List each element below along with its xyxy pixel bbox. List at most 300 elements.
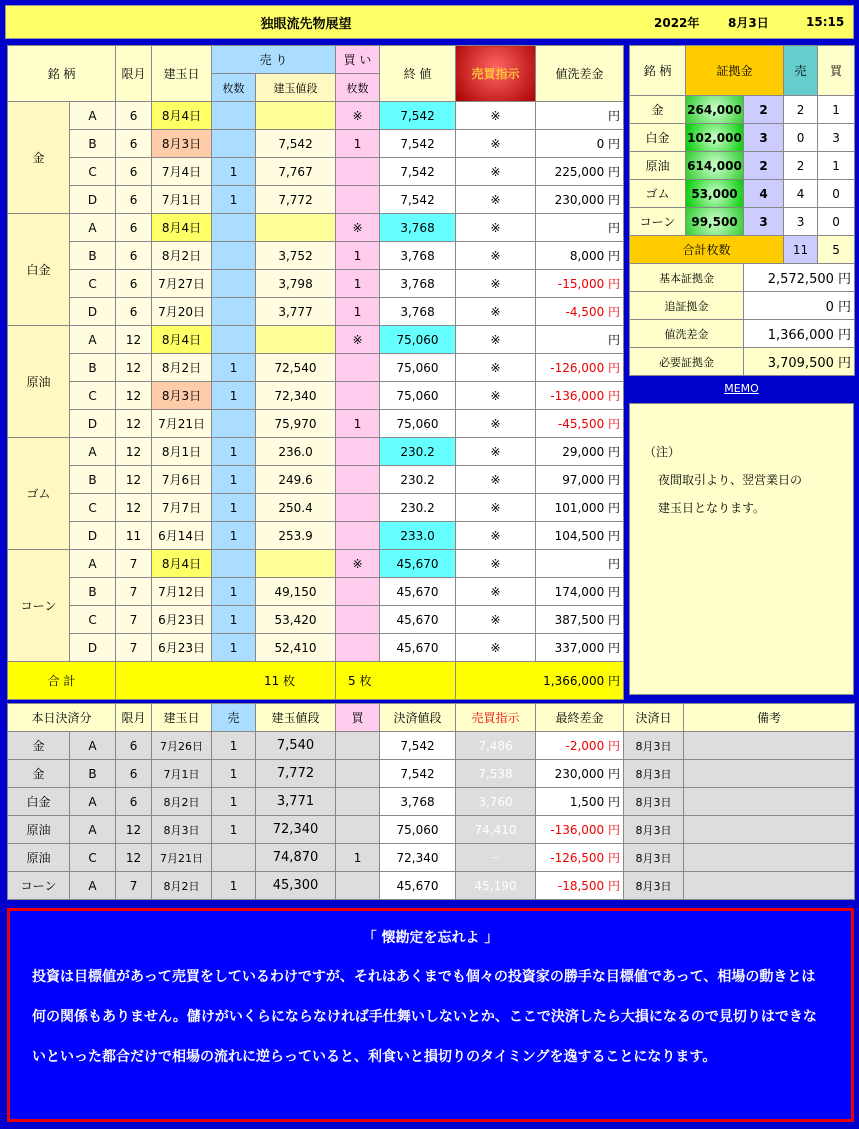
position-row xyxy=(8,102,624,130)
open-price: 49,150 xyxy=(256,578,336,606)
side-total-buy: 5 xyxy=(818,236,855,264)
settle-final-diff: -126,500 円 xyxy=(536,844,624,872)
summary-label: 基本証拠金 xyxy=(630,264,744,292)
slot-label: D xyxy=(70,522,116,550)
margin-sell: 2 xyxy=(784,96,818,124)
date-year: 2022年 xyxy=(654,15,700,30)
mark-to-market-diff: 174,000 円 xyxy=(536,578,624,606)
slot-label: C xyxy=(70,494,116,522)
quote-title: 「 懐勘定を忘れよ 」 xyxy=(362,930,499,946)
position-row xyxy=(8,158,624,186)
contract-month: 7 xyxy=(116,606,152,634)
slot-label: D xyxy=(70,410,116,438)
col-open-date: 建玉日 xyxy=(152,46,212,102)
buy-qty: 1 xyxy=(336,298,380,326)
mark-to-market-diff: 225,000 円 xyxy=(536,158,624,186)
settle-open-date: 7月1日 xyxy=(152,760,212,788)
settle-slot: A xyxy=(70,788,116,816)
settle-month: 6 xyxy=(116,788,152,816)
col-close: 終 値 xyxy=(380,46,456,102)
position-row xyxy=(8,550,624,578)
mark-to-market-diff: 円 xyxy=(536,102,624,130)
settle-price: 75,060 xyxy=(380,816,456,844)
buy-qty xyxy=(336,494,380,522)
settle-slot: A xyxy=(70,732,116,760)
open-date: 7月6日 xyxy=(152,466,212,494)
sell-qty: 1 xyxy=(212,438,256,466)
position-row xyxy=(8,270,624,298)
open-price: 3,798 xyxy=(256,270,336,298)
open-date: 7月27日 xyxy=(152,270,212,298)
margin-buy: 3 xyxy=(818,124,855,152)
margin-buy: 0 xyxy=(818,180,855,208)
open-price: 7,767 xyxy=(256,158,336,186)
sell-qty xyxy=(212,130,256,158)
date-month-day: 8月3日 xyxy=(728,15,769,30)
trade-indicator: ※ xyxy=(456,242,536,270)
mark-to-market-diff: -15,000 円 xyxy=(536,270,624,298)
settle-col-sell: 売 xyxy=(212,704,256,732)
slot-label: A xyxy=(70,438,116,466)
settle-price: 7,542 xyxy=(380,732,456,760)
mark-to-market-diff: -136,000 円 xyxy=(536,382,624,410)
position-row xyxy=(8,606,624,634)
slot-label: B xyxy=(70,578,116,606)
sell-qty: 1 xyxy=(212,354,256,382)
contract-month: 6 xyxy=(116,186,152,214)
slot-label: C xyxy=(70,382,116,410)
open-date: 8月3日 xyxy=(152,130,212,158)
trade-indicator: ※ xyxy=(456,298,536,326)
margin-commodity: 金 xyxy=(630,96,686,124)
contract-month: 7 xyxy=(116,634,152,662)
settle-sell xyxy=(212,844,256,872)
contract-month: 11 xyxy=(116,522,152,550)
settle-open-price: 3,771 xyxy=(256,788,336,816)
settle-open-price: 7,540 xyxy=(256,732,336,760)
summary-value: 0 円 xyxy=(744,292,855,320)
mark-to-market-diff: -45,500 円 xyxy=(536,410,624,438)
mark-to-market-diff: 101,000 円 xyxy=(536,494,624,522)
margin-row xyxy=(630,152,855,180)
settle-sell: 1 xyxy=(212,732,256,760)
position-row xyxy=(8,438,624,466)
sell-qty: 1 xyxy=(212,578,256,606)
total-buy: 5 枚 xyxy=(336,662,456,700)
settle-commodity: 原油 xyxy=(8,844,70,872)
settle-col-note: 備考 xyxy=(684,704,855,732)
sell-qty: 1 xyxy=(212,494,256,522)
sell-qty xyxy=(212,214,256,242)
margin-amount: 53,000 xyxy=(686,180,744,208)
settlement-row xyxy=(8,816,855,844)
settle-col-open-price: 建玉値段 xyxy=(256,704,336,732)
total-label: 合 計 xyxy=(8,662,116,700)
trade-indicator: ※ xyxy=(456,382,536,410)
contract-month: 12 xyxy=(116,438,152,466)
open-price: 236.0 xyxy=(256,438,336,466)
quote-panel xyxy=(7,908,854,1122)
contract-month: 12 xyxy=(116,326,152,354)
close-price: 7,542 xyxy=(380,186,456,214)
settle-col-price: 決済値段 xyxy=(380,704,456,732)
mark-to-market-diff: -4,500 円 xyxy=(536,298,624,326)
contract-month: 7 xyxy=(116,578,152,606)
memo-link[interactable]: MEMO xyxy=(629,378,854,400)
position-row xyxy=(8,354,624,382)
close-price: 45,670 xyxy=(380,634,456,662)
mark-to-market-diff: 97,000 円 xyxy=(536,466,624,494)
settlement-row xyxy=(8,732,855,760)
mark-to-market-diff: 8,000 円 xyxy=(536,242,624,270)
commodity-name: 白金 xyxy=(8,214,70,326)
settle-slot: A xyxy=(70,872,116,900)
col-open-price: 建玉値段 xyxy=(256,74,336,102)
close-price: 7,542 xyxy=(380,130,456,158)
slot-label: B xyxy=(70,466,116,494)
close-price: 45,670 xyxy=(380,578,456,606)
title-bar xyxy=(5,5,854,39)
close-price: 7,542 xyxy=(380,102,456,130)
open-date: 7月1日 xyxy=(152,186,212,214)
slot-label: D xyxy=(70,298,116,326)
buy-qty: ※ xyxy=(336,214,380,242)
open-date: 8月1日 xyxy=(152,438,212,466)
settle-sell: 1 xyxy=(212,760,256,788)
margin-amount: 264,000 xyxy=(686,96,744,124)
contract-month: 6 xyxy=(116,242,152,270)
settle-col-date: 決済日 xyxy=(624,704,684,732)
settle-date: 8月3日 xyxy=(624,732,684,760)
sell-qty xyxy=(212,242,256,270)
margin-sell: 3 xyxy=(784,208,818,236)
trade-indicator: ※ xyxy=(456,606,536,634)
settle-buy xyxy=(336,732,380,760)
settle-slot: C xyxy=(70,844,116,872)
buy-qty: 1 xyxy=(336,270,380,298)
contract-month: 12 xyxy=(116,466,152,494)
settlement-row xyxy=(8,872,855,900)
summary-row xyxy=(630,348,855,376)
open-price: 72,540 xyxy=(256,354,336,382)
settle-sell: 1 xyxy=(212,788,256,816)
margin-sell: 0 xyxy=(784,124,818,152)
mark-to-market-diff: 337,000 円 xyxy=(536,634,624,662)
buy-qty: ※ xyxy=(336,550,380,578)
settle-commodity: 金 xyxy=(8,760,70,788)
position-row xyxy=(8,634,624,662)
summary-value: 3,709,500 円 xyxy=(744,348,855,376)
trade-indicator: ※ xyxy=(456,410,536,438)
sell-qty xyxy=(212,326,256,354)
open-date: 8月4日 xyxy=(152,326,212,354)
position-row xyxy=(8,494,624,522)
settle-open-price: 74,870 xyxy=(256,844,336,872)
sell-qty xyxy=(212,102,256,130)
buy-qty: 1 xyxy=(336,410,380,438)
settle-open-price: 45,300 xyxy=(256,872,336,900)
slot-label: A xyxy=(70,550,116,578)
settle-date: 8月3日 xyxy=(624,816,684,844)
summary-value: 2,572,500 円 xyxy=(744,264,855,292)
trade-indicator: ※ xyxy=(456,102,536,130)
commodity-name: ゴム xyxy=(8,438,70,550)
commodity-name: 金 xyxy=(8,102,70,214)
close-price: 230.2 xyxy=(380,466,456,494)
settle-date: 8月3日 xyxy=(624,872,684,900)
slot-label: B xyxy=(70,130,116,158)
contract-month: 6 xyxy=(116,270,152,298)
open-price: 7,542 xyxy=(256,130,336,158)
mark-to-market-diff: -126,000 円 xyxy=(536,354,624,382)
settle-date: 8月3日 xyxy=(624,760,684,788)
quote-body: 投資は目標値があって売買をしているわけですが、それはあくまでも個々の投資家の勝手な目標値であって、相場の動きとは何の関係もありません。儲けがいくらにならなければ手仕舞いしないとか、ここで決済したら大損になるので見切りはできないといった都合だけで相場の流れに逆らっていると、利食いと損切りのタイミングを逸することになります。 xyxy=(32,969,817,1065)
margin-buy: 1 xyxy=(818,96,855,124)
open-price: 72,340 xyxy=(256,382,336,410)
date-time: 15:15 xyxy=(806,15,845,29)
close-price: 75,060 xyxy=(380,326,456,354)
settle-slot: B xyxy=(70,760,116,788)
settle-note xyxy=(684,732,855,760)
settlement-row xyxy=(8,788,855,816)
trade-indicator: ※ xyxy=(456,494,536,522)
margin-row xyxy=(630,180,855,208)
contract-month: 7 xyxy=(116,550,152,578)
open-date: 7月7日 xyxy=(152,494,212,522)
margin-amount: 102,000 xyxy=(686,124,744,152)
slot-label: B xyxy=(70,242,116,270)
summary-row xyxy=(630,320,855,348)
slot-label: A xyxy=(70,214,116,242)
settle-indicator: 3,760 xyxy=(456,788,536,816)
settle-month: 12 xyxy=(116,844,152,872)
open-date: 8月4日 xyxy=(152,550,212,578)
open-date: 8月3日 xyxy=(152,382,212,410)
open-date: 7月4日 xyxy=(152,158,212,186)
settle-indicator: 7,486 xyxy=(456,732,536,760)
settle-month: 6 xyxy=(116,732,152,760)
contract-month: 6 xyxy=(116,130,152,158)
margin-row xyxy=(630,124,855,152)
buy-qty: 1 xyxy=(336,242,380,270)
settlement-row xyxy=(8,760,855,788)
sell-qty: 1 xyxy=(212,382,256,410)
memo-line: 建玉日となります。 xyxy=(658,501,766,515)
sell-qty xyxy=(212,410,256,438)
settle-buy xyxy=(336,760,380,788)
sell-qty xyxy=(212,270,256,298)
settle-final-diff: 1,500 円 xyxy=(536,788,624,816)
open-price xyxy=(256,326,336,354)
trade-indicator: ※ xyxy=(456,522,536,550)
position-row xyxy=(8,578,624,606)
settle-open-date: 8月3日 xyxy=(152,816,212,844)
settle-buy xyxy=(336,816,380,844)
col-sell: 売 り xyxy=(212,46,336,74)
settle-commodity: 金 xyxy=(8,732,70,760)
margin-units: 4 xyxy=(744,180,784,208)
settle-month: 7 xyxy=(116,872,152,900)
open-price: 250.4 xyxy=(256,494,336,522)
buy-qty: ※ xyxy=(336,102,380,130)
mark-to-market-diff: 円 xyxy=(536,214,624,242)
settle-price: 72,340 xyxy=(380,844,456,872)
side-total-label: 合計枚数 xyxy=(630,236,784,264)
col-buy-qty: 枚数 xyxy=(336,74,380,102)
open-price: 7,772 xyxy=(256,186,336,214)
commodity-name: コーン xyxy=(8,550,70,662)
settle-date: 8月3日 xyxy=(624,788,684,816)
contract-month: 12 xyxy=(116,354,152,382)
open-price: 249.6 xyxy=(256,466,336,494)
margin-units: 3 xyxy=(744,124,784,152)
margin-commodity: 原油 xyxy=(630,152,686,180)
settle-indicator: － xyxy=(456,844,536,872)
side-col-margin: 証拠金 xyxy=(686,46,784,96)
position-row xyxy=(8,242,624,270)
position-row xyxy=(8,410,624,438)
buy-qty xyxy=(336,186,380,214)
mark-to-market-diff: 29,000 円 xyxy=(536,438,624,466)
trade-indicator: ※ xyxy=(456,634,536,662)
margin-commodity: 白金 xyxy=(630,124,686,152)
buy-qty xyxy=(336,634,380,662)
contract-month: 6 xyxy=(116,298,152,326)
margin-buy: 0 xyxy=(818,208,855,236)
settle-buy xyxy=(336,788,380,816)
close-price: 45,670 xyxy=(380,550,456,578)
summary-label: 値洗差金 xyxy=(630,320,744,348)
position-row xyxy=(8,214,624,242)
open-date: 8月4日 xyxy=(152,102,212,130)
settle-final-diff: 230,000 円 xyxy=(536,760,624,788)
open-date: 7月21日 xyxy=(152,410,212,438)
margin-amount: 614,000 xyxy=(686,152,744,180)
sell-qty xyxy=(212,298,256,326)
close-price: 3,768 xyxy=(380,270,456,298)
trade-indicator: ※ xyxy=(456,438,536,466)
buy-qty xyxy=(336,354,380,382)
sell-qty xyxy=(212,550,256,578)
settle-col-open-date: 建玉日 xyxy=(152,704,212,732)
close-price: 75,060 xyxy=(380,410,456,438)
settle-col-buy: 買 xyxy=(336,704,380,732)
page-title: 独眼流先物展望 xyxy=(260,16,352,32)
settle-note xyxy=(684,760,855,788)
summary-label: 追証拠金 xyxy=(630,292,744,320)
settle-note xyxy=(684,816,855,844)
settle-col-name: 本日決済分 xyxy=(8,704,116,732)
buy-qty xyxy=(336,522,380,550)
settle-note xyxy=(684,872,855,900)
positions-table xyxy=(7,45,624,700)
trade-indicator: ※ xyxy=(456,466,536,494)
settle-price: 7,542 xyxy=(380,760,456,788)
settle-indicator: 45,190 xyxy=(456,872,536,900)
settle-buy xyxy=(336,872,380,900)
settle-indicator: 7,538 xyxy=(456,760,536,788)
col-indicator: 売買指示 xyxy=(456,46,536,102)
open-date: 8月2日 xyxy=(152,242,212,270)
open-price: 52,410 xyxy=(256,634,336,662)
side-col-buy: 買 xyxy=(818,46,855,96)
open-date: 6月23日 xyxy=(152,634,212,662)
settle-commodity: コーン xyxy=(8,872,70,900)
sell-qty: 1 xyxy=(212,158,256,186)
margin-sell: 4 xyxy=(784,180,818,208)
contract-month: 12 xyxy=(116,494,152,522)
mark-to-market-diff: 0 円 xyxy=(536,130,624,158)
buy-qty xyxy=(336,606,380,634)
close-price: 3,768 xyxy=(380,214,456,242)
total-sell: 11 枚 xyxy=(116,662,336,700)
margin-row xyxy=(630,96,855,124)
open-date: 8月4日 xyxy=(152,214,212,242)
close-price: 3,768 xyxy=(380,242,456,270)
settle-note xyxy=(684,788,855,816)
settle-open-date: 8月2日 xyxy=(152,872,212,900)
settle-buy: 1 xyxy=(336,844,380,872)
buy-qty: ※ xyxy=(336,326,380,354)
settle-final-diff: -18,500 円 xyxy=(536,872,624,900)
settle-col-month: 限月 xyxy=(116,704,152,732)
slot-label: C xyxy=(70,606,116,634)
trade-indicator: ※ xyxy=(456,578,536,606)
close-price: 3,768 xyxy=(380,298,456,326)
settlement-row xyxy=(8,844,855,872)
margin-buy: 1 xyxy=(818,152,855,180)
contract-month: 6 xyxy=(116,102,152,130)
slot-label: D xyxy=(70,186,116,214)
summary-row xyxy=(630,264,855,292)
mark-to-market-diff: 230,000 円 xyxy=(536,186,624,214)
open-date: 6月14日 xyxy=(152,522,212,550)
settle-sell: 1 xyxy=(212,872,256,900)
position-row xyxy=(8,298,624,326)
settle-price: 45,670 xyxy=(380,872,456,900)
total-diff: 1,366,000 円 xyxy=(456,662,624,700)
mark-to-market-diff: 104,500 円 xyxy=(536,522,624,550)
summary-value: 1,366,000 円 xyxy=(744,320,855,348)
trade-indicator: ※ xyxy=(456,550,536,578)
col-sell-qty: 枚数 xyxy=(212,74,256,102)
settle-month: 6 xyxy=(116,760,152,788)
close-price: 75,060 xyxy=(380,354,456,382)
margin-sell: 2 xyxy=(784,152,818,180)
trade-indicator: ※ xyxy=(456,130,536,158)
buy-qty xyxy=(336,382,380,410)
slot-label: C xyxy=(70,158,116,186)
open-price: 53,420 xyxy=(256,606,336,634)
close-price: 7,542 xyxy=(380,158,456,186)
side-total-sell: 11 xyxy=(784,236,818,264)
memo-line: （注） xyxy=(644,445,681,459)
margin-units: 2 xyxy=(744,152,784,180)
settle-slot: A xyxy=(70,816,116,844)
mark-to-market-diff: 円 xyxy=(536,326,624,354)
trade-indicator: ※ xyxy=(456,326,536,354)
settle-final-diff: -2,000 円 xyxy=(536,732,624,760)
col-diff: 値洗差金 xyxy=(536,46,624,102)
open-date: 8月2日 xyxy=(152,354,212,382)
buy-qty: 1 xyxy=(336,130,380,158)
settle-date: 8月3日 xyxy=(624,844,684,872)
margin-commodity: ゴム xyxy=(630,180,686,208)
slot-label: C xyxy=(70,270,116,298)
settle-note xyxy=(684,844,855,872)
trade-indicator: ※ xyxy=(456,158,536,186)
sell-qty: 1 xyxy=(212,634,256,662)
